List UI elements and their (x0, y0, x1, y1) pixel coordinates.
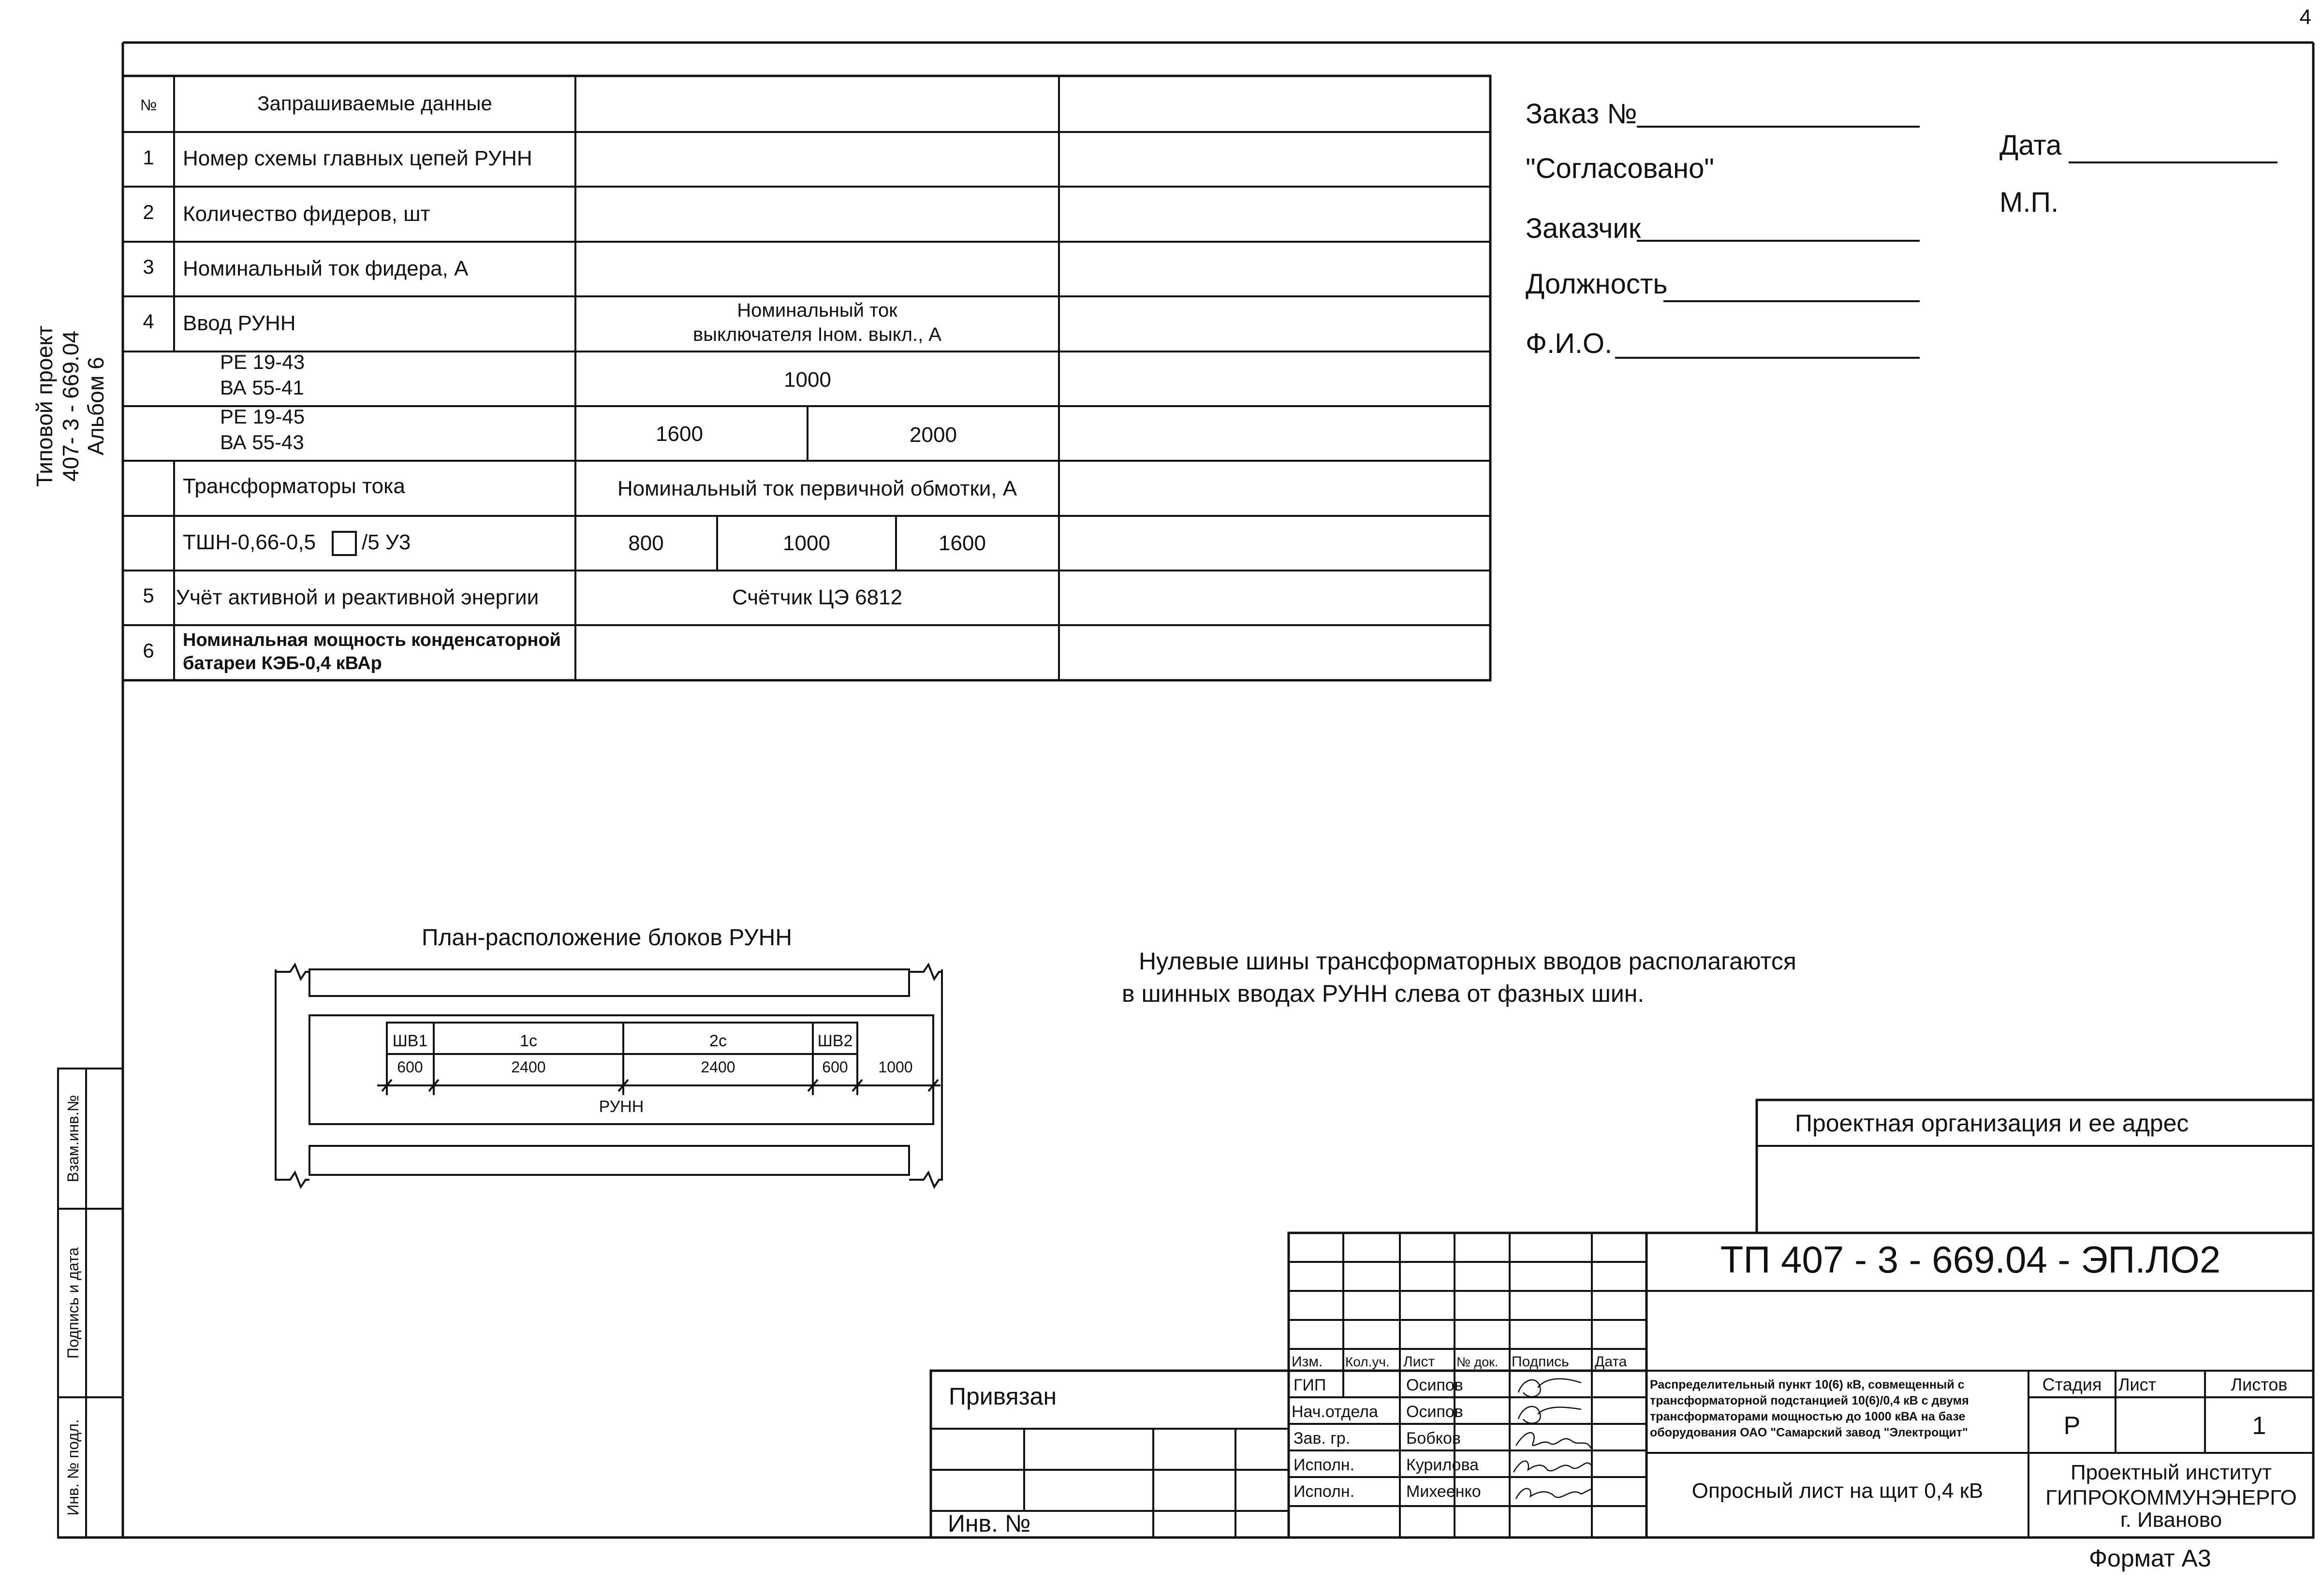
ct-value-800: 800 (628, 531, 664, 555)
row2-no: 2 (143, 201, 154, 223)
breaker2-value-b: 2000 (910, 423, 957, 447)
staff-role-3: Зав. гр. (1293, 1429, 1351, 1448)
approval-date: Дата (1999, 130, 2062, 161)
sheet-title: Опросный лист на щит 0,4 кВ (1691, 1479, 1984, 1503)
sheets-header: Листов (2231, 1375, 2288, 1394)
row4-value-line2: выключателя Iном. выкл., А (692, 324, 942, 345)
approval-agreed: "Согласовано" (1526, 153, 1714, 184)
dim-1000: 1000 (878, 1058, 913, 1076)
staff-name-2: Осипов (1406, 1403, 1463, 1421)
breaker2-line1: РЕ 19-45 (220, 405, 305, 428)
stamp-replace-inv: Взам.инв.№ (64, 1095, 82, 1183)
row4-label: Ввод РУНН (183, 311, 296, 335)
page-number: 4 (2299, 5, 2311, 29)
bound-label: Привязан (949, 1383, 1057, 1410)
dim-2400-a: 2400 (511, 1058, 546, 1076)
breaker1-line2: ВА 55-41 (220, 376, 304, 399)
side-title-line2: 407- 3 - 669.04 (58, 330, 83, 482)
approval-position: Должность (1526, 268, 1668, 300)
approval-block (1526, 98, 2278, 359)
institute-line1: Проектный институт (2070, 1461, 2272, 1484)
note-line2: в шинных вводах РУНН слева от фазных шин. (1122, 980, 1645, 1007)
staff-name-1: Осипов (1406, 1376, 1463, 1394)
institute-line2: ГИПРОКОММУНЭНЕРГО (2045, 1486, 2297, 1509)
block-sv2: ШВ2 (817, 1032, 853, 1050)
dim-600-a: 600 (397, 1058, 423, 1076)
row2-label: Количество фидеров, шт (183, 202, 430, 226)
approval-name: Ф.И.О. (1526, 328, 1613, 359)
ct-value: Номинальный ток первичной обмотки, А (617, 477, 1017, 500)
table-text (140, 92, 1017, 674)
ct-value-1000: 1000 (783, 531, 830, 555)
block-sv1: ШВ1 (392, 1032, 428, 1050)
title-block-text (948, 1110, 2297, 1572)
format-label: Формат А3 (2089, 1545, 2211, 1572)
row3-no: 3 (143, 255, 154, 278)
staff-name-5: Михеенко (1406, 1482, 1481, 1501)
description-line4: оборудования ОАО "Самарский завод "Электрощит" (1650, 1426, 1968, 1439)
row1-no: 1 (143, 146, 154, 169)
row3-label: Номинальный ток фидера, А (183, 257, 469, 280)
block-1c: 1с (520, 1032, 537, 1050)
stage-header: Стадия (2042, 1375, 2102, 1394)
row5-value: Счётчик ЦЭ 6812 (732, 586, 903, 609)
ct-type-blank-box (333, 532, 356, 555)
staff-name-3: Бобков (1406, 1429, 1461, 1448)
stage-value: Р (2063, 1412, 2081, 1440)
dim-600-b: 600 (822, 1058, 848, 1076)
side-stamps (58, 1069, 123, 1537)
staff-role-2: Нач.отдела (1292, 1403, 1378, 1421)
approval-customer: Заказчик (1526, 213, 1641, 244)
side-title (32, 325, 108, 487)
note-line1: Нулевые шины трансформаторных вводов располагаются (1139, 948, 1796, 975)
hdr-doc-no: № док. (1456, 1355, 1499, 1369)
breaker2-line2: ВА 55-43 (220, 431, 304, 454)
sheet-header: Лист (2118, 1375, 2157, 1394)
row1-label: Номер схемы главных цепей РУНН (183, 146, 532, 170)
inv-no-label: Инв. № (948, 1510, 1031, 1537)
ct-type-suffix: /5 У3 (362, 530, 411, 554)
hdr-date: Дата (1595, 1354, 1627, 1370)
sheets-value: 1 (2252, 1412, 2266, 1440)
breaker1-line1: РЕ 19-43 (220, 351, 305, 373)
row4-no: 4 (143, 310, 154, 333)
side-title-line3: Альбом 6 (83, 357, 108, 455)
row6-label-line2: батареи КЭБ-0,4 кВАр (183, 653, 382, 674)
row4-value-line1: Номинальный ток (737, 300, 897, 321)
plan-layout (276, 925, 942, 1187)
plan-title: План-расположение блоков РУНН (421, 925, 793, 951)
doc-code: ТП 407 - 3 - 669.04 - ЭП.ЛО2 (1720, 1238, 2221, 1281)
ct-value-1600: 1600 (939, 531, 986, 555)
ct-label: Трансформаторы тока (183, 474, 405, 498)
staff-role-1: ГИП (1293, 1376, 1326, 1394)
breaker2-value-a: 1600 (656, 422, 703, 446)
hdr-signature: Подпись (1512, 1354, 1569, 1370)
ct-type-prefix: ТШН-0,66-0,5 (183, 530, 316, 554)
stamp-signature-date: Подпись и дата (64, 1247, 82, 1359)
approval-seal: М.П. (1999, 187, 2059, 218)
description-line1: Распределительный пункт 10(6) кВ, совмещенный с (1650, 1378, 1965, 1391)
dim-2400-b: 2400 (701, 1058, 735, 1076)
side-title-line1: Типовой проект (32, 325, 57, 487)
description-line2: трансформаторной подстанцией 10(6)/0,4 кВ с двумя (1650, 1394, 1969, 1407)
header-data: Запрашиваемые данные (257, 92, 492, 115)
row5-label: Учёт активной и реактивной энергии (176, 586, 539, 609)
description-line3: трансформаторами мощностью до 1000 кВА на базе (1650, 1410, 1966, 1423)
breaker1-value: 1000 (784, 368, 831, 392)
org-header: Проектная организация и ее адрес (1795, 1110, 2189, 1137)
staff-role-4: Исполн. (1293, 1456, 1355, 1474)
row6-label-line1: Номинальная мощность конденсаторной (183, 630, 561, 650)
row5-no: 5 (143, 584, 154, 607)
staff-role-5: Исполн. (1293, 1482, 1355, 1501)
staff-name-4: Курилова (1406, 1456, 1479, 1474)
hdr-sheet: Лист (1403, 1354, 1435, 1370)
block-2c: 2с (709, 1032, 727, 1050)
plan-label: РУНН (599, 1098, 644, 1116)
note (1122, 948, 1796, 1007)
header-no: № (140, 96, 157, 114)
row6-no: 6 (143, 639, 154, 662)
institute-line3: г. Иваново (2120, 1508, 2222, 1532)
approval-order: Заказ № (1526, 98, 1637, 130)
hdr-change: Изм. (1292, 1354, 1323, 1370)
hdr-count: Кол.уч. (1345, 1354, 1390, 1369)
stamp-original-inv: Инв. № подл. (64, 1419, 82, 1516)
